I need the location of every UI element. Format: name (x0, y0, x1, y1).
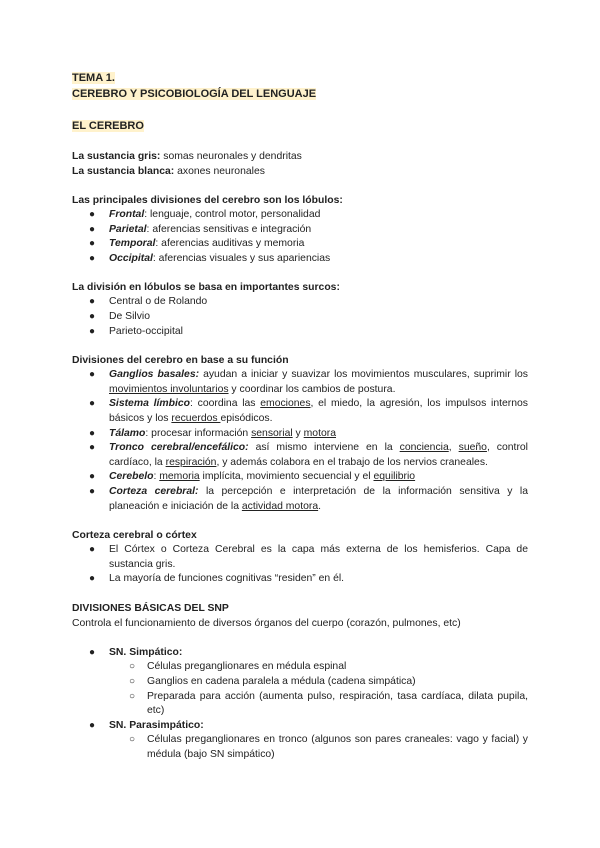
list-item: ● Sistema límbico: coordina las emociones, el miedo, la agresión, los impulsos internos básicos y los recuerdos episódicos. (89, 398, 528, 424)
list-item: ● La mayoría de funciones cognitivas “residen” en él. (89, 573, 345, 585)
snp-list (72, 646, 528, 763)
list-item: ● SN. Parasimpático: (89, 719, 204, 731)
funcion-list (72, 368, 528, 514)
sustancias-block: La sustancia gris: somas neuronales y dendritas La sustancia blanca: axones neuronales (72, 151, 302, 177)
list-item: ● SN. Simpático: (89, 646, 183, 658)
list-item: ○ Células preganglionares en tronco (algunos son pares craneales: vago y facial) y médula (bajo SN simpático) (129, 734, 528, 761)
list-item: ● De Silvio (89, 310, 150, 322)
snp-heading: DIVISIONES BÁSICAS DEL SNP (72, 602, 229, 614)
lobulos-block (72, 193, 528, 266)
list-item: ● Ganglios basales: ayudan a iniciar y suavizar los movimientos musculares, suprimir los movimientos involuntarios y coordinar los cambios de postura. (89, 369, 528, 395)
funcion-block (72, 353, 528, 514)
list-item: ○ Ganglios en cadena paralela a médula (cadena simpática) (129, 676, 416, 688)
list-item: ● Parieto-occipital (89, 325, 183, 337)
surcos-heading: La división en lóbulos se basa en importantes surcos: (72, 282, 340, 294)
list-item: ● Occipital: aferencias visuales y sus apariencias (89, 252, 331, 264)
list-item: ● Cerebelo: memoria implícita, movimiento secuencial y el equilibrio (89, 471, 416, 483)
title-line-1: TEMA 1. (72, 72, 115, 84)
list-item: ● Central o de Rolando (89, 296, 208, 308)
list-item: ● Frontal: lenguaje, control motor, personalidad (89, 209, 321, 220)
cortex-heading: Corteza cerebral o córtex (72, 530, 197, 542)
snp-text: Controla el funcionamiento de diversos órganos del cuerpo (corazón, pulmones, etc) (72, 617, 461, 629)
doc-title (72, 70, 528, 102)
list-item: ● Corteza cerebral: la percepción e interpretación de la información sensitiva y la planeación e iniciación de la actividad motora. (89, 485, 528, 512)
lobulos-heading: Las principales divisiones del cerebro son los lóbulos: (72, 195, 343, 206)
lobulos-list (72, 208, 528, 266)
list-item: ● El Córtex o Corteza Cerebral es la capa más externa de los hemisferios. Capa de sustancia gris. (89, 544, 528, 570)
list-item: ○ Células preganglionares en médula espinal (129, 661, 347, 673)
funcion-heading: Divisiones del cerebro en base a su función (72, 355, 289, 367)
list-item: ● Parietal: aferencias sensitivas e integración (89, 223, 312, 235)
list-item: ○ Preparada para acción (aumenta pulso, respiración, tasa cardíaca, dilata pupila, etc) (129, 690, 528, 717)
surcos-block (72, 280, 528, 339)
list-item: ● Temporal: aferencias auditivas y memoria (89, 238, 305, 250)
snp-block (72, 601, 528, 763)
cortex-block (72, 528, 528, 587)
list-item: ● Tronco cerebral/encefálico: así mismo interviene en la conciencia, sueño, control cardíaco, la respiración, y además colabora en el trabajo de los nervios craneales. (89, 442, 528, 468)
cortex-list (72, 543, 528, 587)
document-page (72, 70, 528, 763)
title-line-2: CEREBRO Y PSICOBIOLOGÍA DEL LENGUAJE (72, 88, 317, 100)
surcos-list (72, 295, 528, 339)
section-heading-cerebro: EL CEREBRO (72, 120, 144, 132)
list-item: ● Tálamo: procesar información sensorial y motora (89, 427, 336, 439)
